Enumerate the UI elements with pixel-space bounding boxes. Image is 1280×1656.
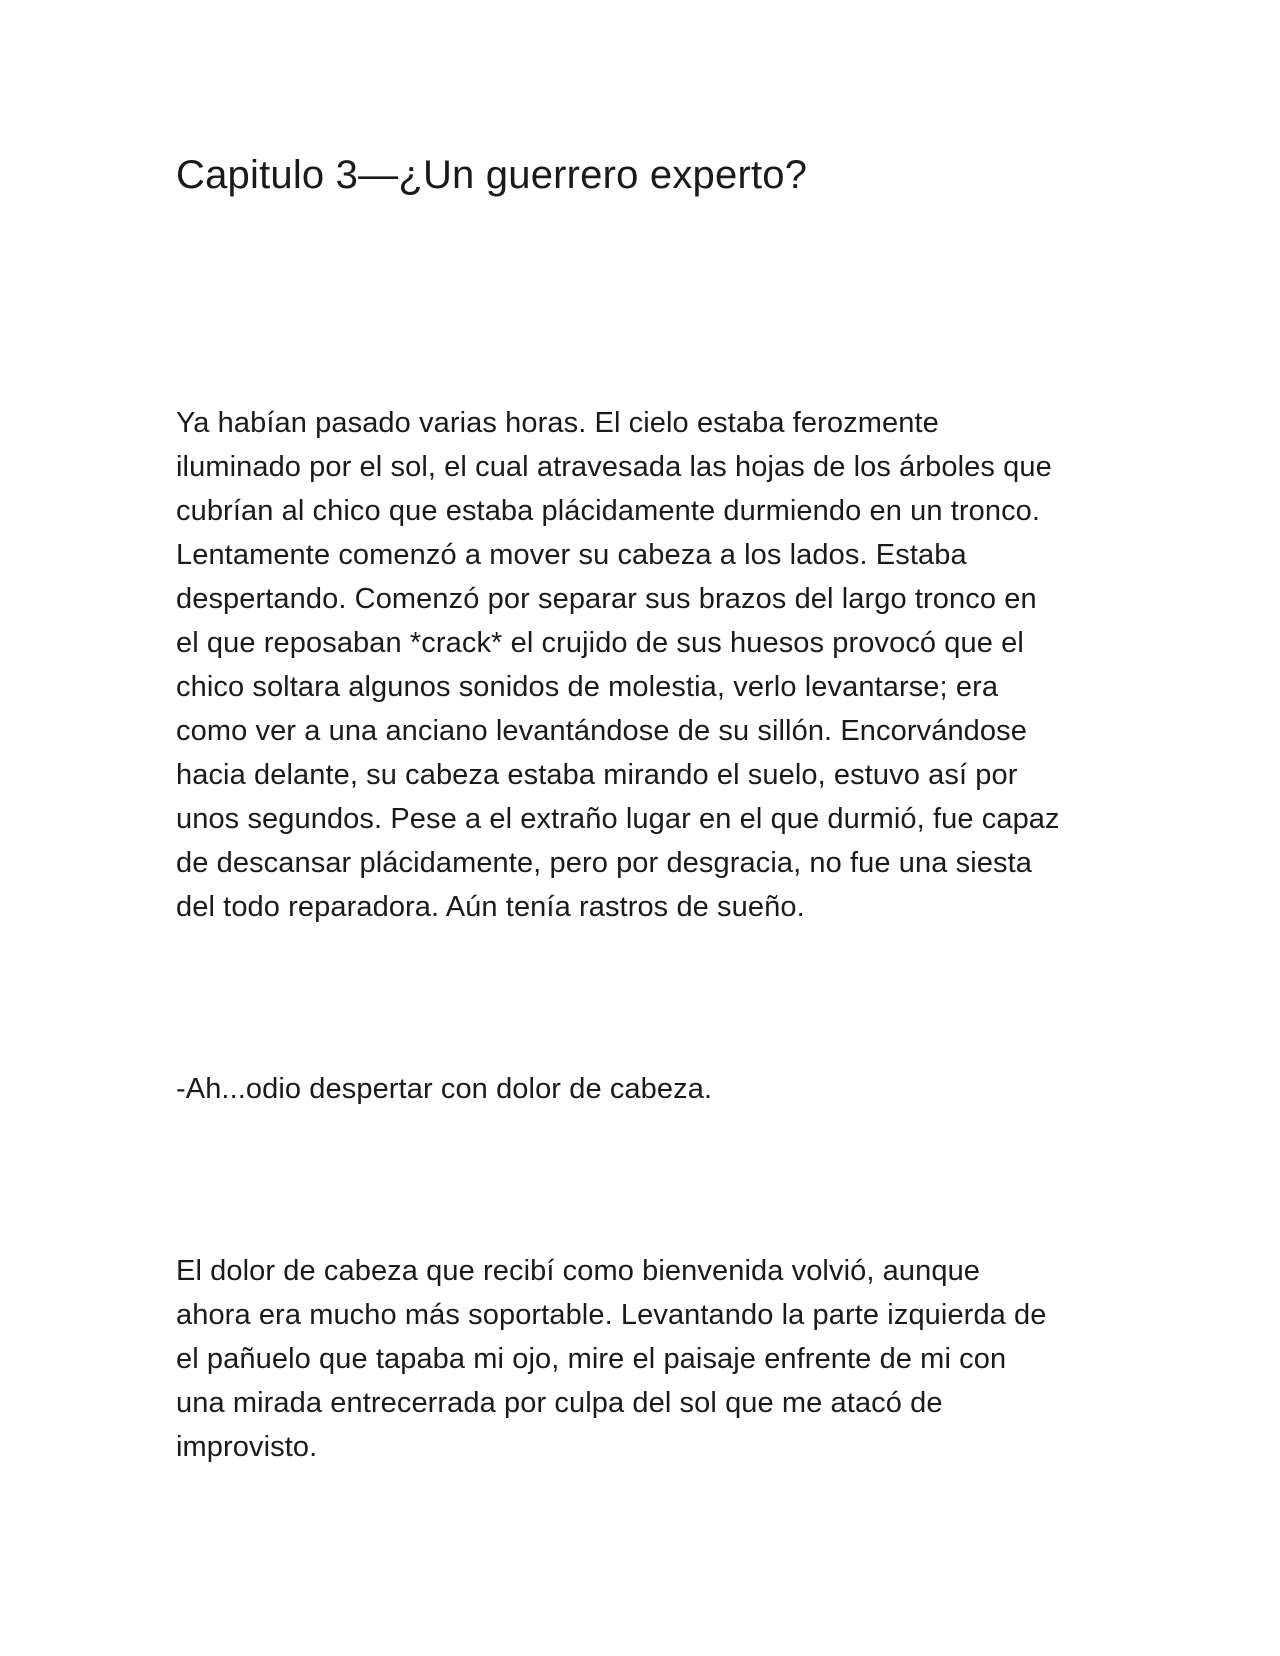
text-line: hacia delante, su cabeza estaba mirando el suelo, estuvo así por — [176, 759, 1018, 791]
paragraph-dialogue — [176, 1067, 1096, 1111]
text-line: el pañuelo que tapaba mi ojo, mire el paisaje enfrente de mi con — [176, 1343, 1007, 1375]
text-line: iluminado por el sol, el cual atravesada las hojas de los árboles que — [176, 451, 1052, 483]
text-line: Lentamente comenzó a mover su cabeza a los lados. Estaba — [176, 539, 967, 571]
text-line: de descansar plácidamente, pero por desgracia, no fue una siesta — [176, 847, 1032, 879]
text-line: como ver a una anciano levantándose de su sillón. Encorvándose — [176, 715, 1027, 747]
text-line: improvisto. — [176, 1431, 318, 1463]
text-line: chico soltara algunos sonidos de molestia, verlo levantarse; era — [176, 671, 999, 703]
text-line: despertando. Comenzó por separar sus brazos del largo tronco en — [176, 583, 1037, 615]
paragraph-narration-first-person — [176, 1249, 1096, 1469]
text-line: del todo reparadora. Aún tenía rastros de sueño. — [176, 891, 805, 923]
chapter-title: Capitulo 3—¿Un guerrero experto? — [176, 153, 808, 197]
paragraph-narration — [176, 401, 1096, 929]
text-line: -Ah...odio despertar con dolor de cabeza. — [176, 1073, 713, 1105]
text-line: cubrían al chico que estaba plácidamente durmiendo en un tronco. — [176, 495, 1041, 527]
text-line: El dolor de cabeza que recibí como bienvenida volvió, aunque — [176, 1255, 981, 1287]
text-line: unos segundos. Pese a el extraño lugar en el que durmió, fue capaz — [176, 803, 1060, 835]
text-line: el que reposaban *crack* el crujido de sus huesos provocó que el — [176, 627, 1024, 659]
text-line: Ya habían pasado varias horas. El cielo estaba ferozmente — [176, 407, 939, 439]
text-line: una mirada entrecerrada por culpa del sol que me atacó de — [176, 1387, 943, 1419]
text-line: ahora era mucho más soportable. Levantando la parte izquierda de — [176, 1299, 1047, 1331]
